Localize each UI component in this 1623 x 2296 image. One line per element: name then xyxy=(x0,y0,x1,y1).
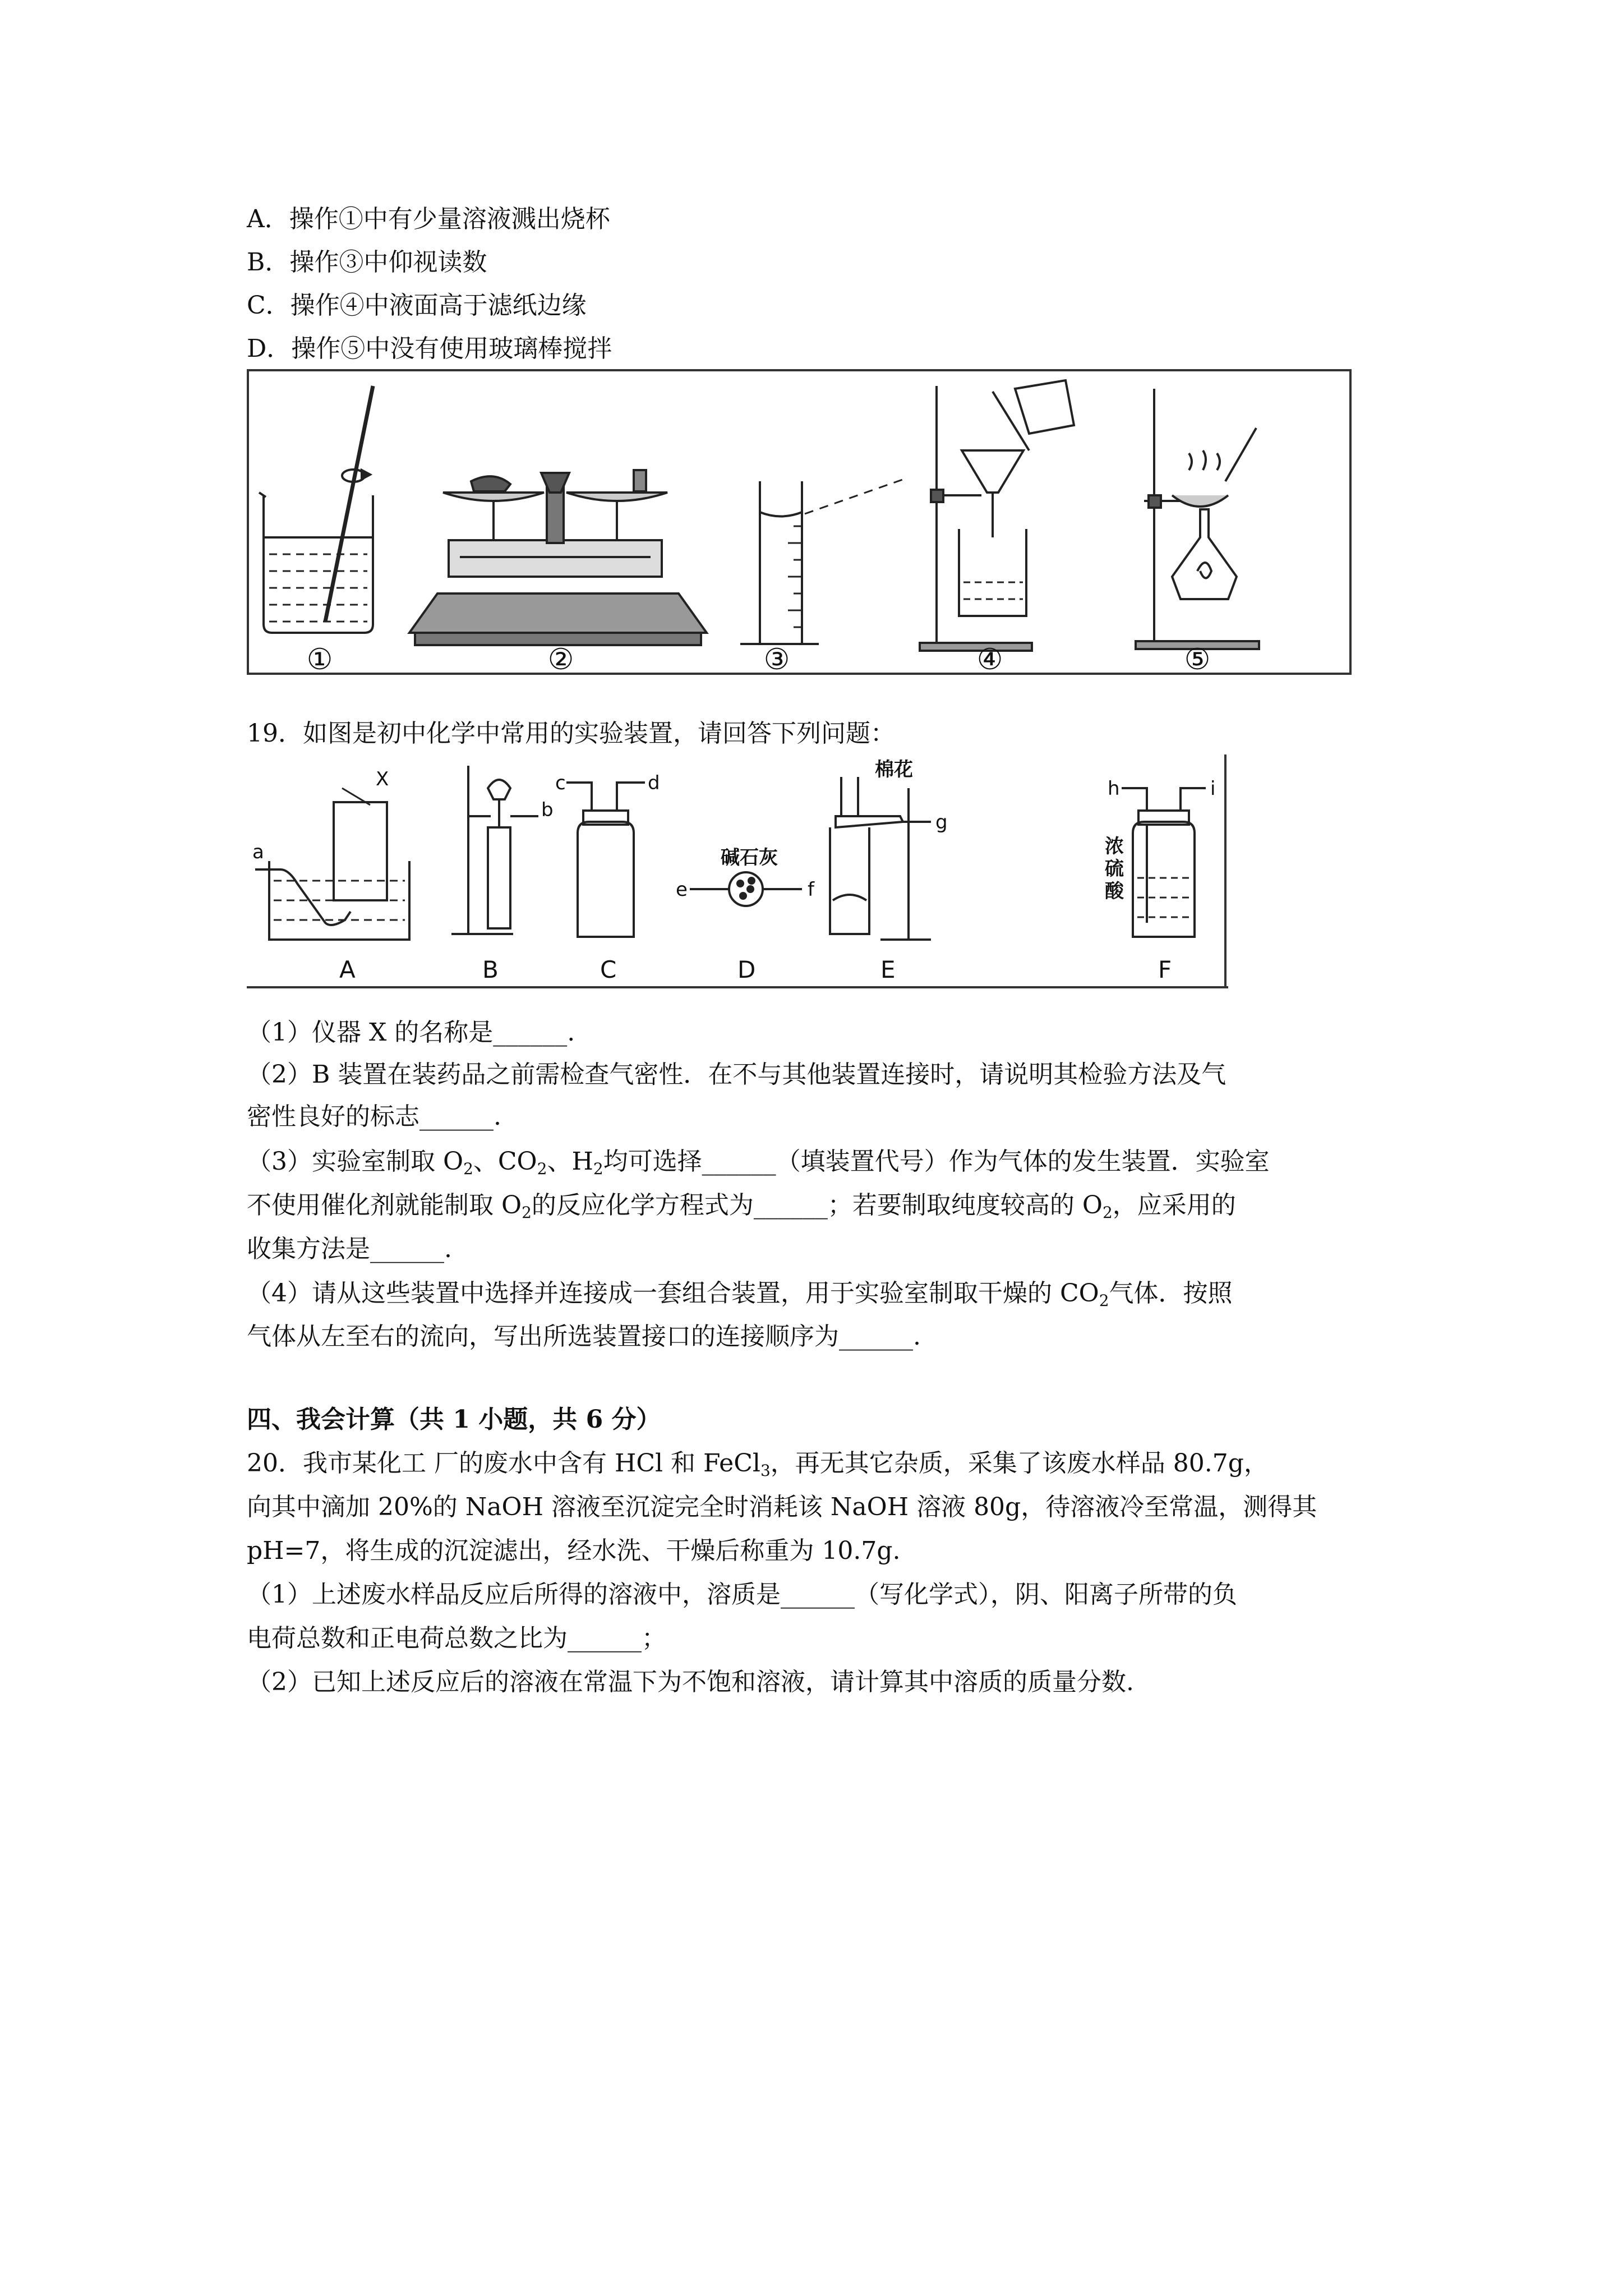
filtration-illustration xyxy=(920,380,1074,651)
option-c: C．操作④中液面高于滤纸边缘 xyxy=(247,291,587,320)
q20-part1-line2: 电荷总数和正电荷总数之比为______； xyxy=(247,1624,666,1653)
port-b: b xyxy=(541,799,554,821)
option-a: A．操作①中有少量溶液溅出烧杯 xyxy=(247,205,610,233)
fig18-label-4: ④ xyxy=(976,643,1003,675)
port-c: c xyxy=(555,772,566,794)
apparatus-label-a: A xyxy=(339,956,356,983)
label-cotton: 棉花 xyxy=(875,758,913,781)
beaker-stirring-illustration xyxy=(259,386,373,633)
q19-part3-line1: （3）实验室制取 $O_2$、$CO_2$、$H_2$均可选择______（填装置代号）作为气体的发生装置．实验室 xyxy=(247,1147,1270,1178)
graduated-cylinder-illustration xyxy=(740,478,906,644)
port-h: h xyxy=(1108,777,1120,800)
port-g: g xyxy=(935,811,948,834)
option-b: B．操作③中仰视读数 xyxy=(247,248,487,277)
q19-part4-line2: 气体从左至右的流向，写出所选装置接口的连接顺序为______. xyxy=(247,1322,921,1351)
fig18-label-1: ① xyxy=(306,643,333,675)
evaporation-illustration xyxy=(1136,389,1259,649)
q20-part2: （2）已知上述反应后的溶液在常温下为不饱和溶液，请计算其中溶质的质量分数. xyxy=(247,1668,1134,1696)
label-acid-3: 酸 xyxy=(1105,880,1124,903)
q19-part2-line1: （2）B 装置在装药品之前需检查气密性．在不与其他装置连接时，请说明其检验方法及气 xyxy=(247,1060,1227,1089)
label-acid-1: 浓 xyxy=(1105,835,1124,858)
apparatus-label-b: B xyxy=(482,956,499,983)
q20-line3: pH=7，将生成的沉淀滤出，经水洗、干燥后称重为 10.7g. xyxy=(247,1536,901,1565)
q19-stem: 19．如图是初中化学中常用的实验装置，请回答下列问题： xyxy=(247,719,895,748)
balance-illustration xyxy=(409,470,707,645)
label-soda-lime: 碱石灰 xyxy=(721,846,778,869)
figure-apparatus xyxy=(247,754,1228,990)
port-f: f xyxy=(808,878,814,901)
apparatus-label-c: C xyxy=(600,956,617,983)
apparatus-label-d: D xyxy=(737,956,756,983)
port-a: a xyxy=(252,841,264,863)
port-i: i xyxy=(1210,777,1216,800)
label-x: X xyxy=(376,768,389,790)
apparatus-label-e: E xyxy=(880,956,896,983)
q19-part3-line2: 不使用催化剂就能制取 $O_2$的反应化学方程式为______；若要制取纯度较高的 $O_2$，应采用的 xyxy=(247,1191,1236,1222)
port-d: d xyxy=(648,772,660,794)
label-acid-2: 硫 xyxy=(1105,858,1124,880)
section4-heading: 四、我会计算（共 1 小题，共 6 分） xyxy=(247,1405,661,1434)
apparatus-label-f: F xyxy=(1158,956,1172,983)
q20-part1-line1: （1）上述废水样品反应后所得的溶液中，溶质是______（写化学式），阴、阳离子所带的负 xyxy=(247,1580,1237,1609)
q19-part4-line1: （4）请从这些装置中选择并连接成一套组合装置，用于实验室制取干燥的 $CO_2$气体．按照 xyxy=(247,1279,1233,1310)
fig18-label-2: ② xyxy=(547,643,574,675)
fig18-label-5: ⑤ xyxy=(1184,643,1211,675)
q20-line2: 向其中滴加 20%的 NaOH 溶液至沉淀完全时消耗该 NaOH 溶液 80g，待溶液冷至常温，测得其 xyxy=(247,1493,1317,1521)
q19-part2-line2: 密性良好的标志______. xyxy=(247,1102,501,1131)
q20-line1: 20．我市某化工 厂的废水中含有 HCl 和 FeCl$_3$，再无其它杂质，采集了该废水样品 80.7g， xyxy=(247,1449,1269,1480)
fig18-label-3: ③ xyxy=(763,643,790,675)
q19-part1: （1）仪器 X 的名称是______. xyxy=(247,1018,575,1047)
q19-part3-line3: 收集方法是______. xyxy=(247,1235,452,1263)
figure-lab-operations xyxy=(247,369,1352,675)
port-e: e xyxy=(676,878,688,901)
option-d: D．操作⑤中没有使用玻璃棒搅拌 xyxy=(247,334,612,363)
